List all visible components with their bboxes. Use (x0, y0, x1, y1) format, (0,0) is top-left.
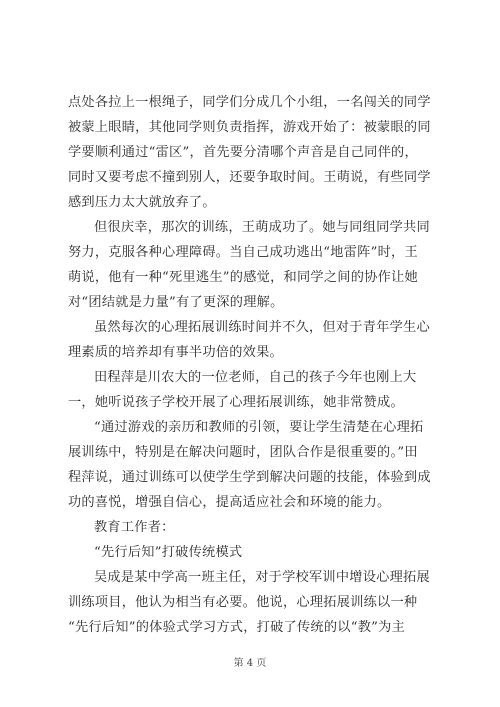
page-number: 第 4 页 (233, 658, 267, 669)
text-line: 点处各拉上一根绳子，同学们分成几个小组，一名闯关的同学 (68, 95, 431, 110)
text-line: 学要顺利通过“雷区”，首先要分清哪个声音是自己同伴的， (68, 145, 418, 160)
text-line: 训练项目，他认为相当有必要。他说，心理拓展训练以一种 (68, 595, 418, 610)
text-line: 展训练中，特别是在解决问题时，团队合作是很重要的。”田 (68, 445, 418, 460)
text-line: 田程萍是川农大的一位老师，自己的孩子今年也刚上大 (94, 370, 417, 385)
text-line: “先行后知”的体验式学习方式，打破了传统的以“教”为主 (68, 620, 406, 635)
text-line: 但很庆幸，那次的训练，王萌成功了。她与同组同学共同 (94, 220, 430, 235)
text-line: 一，她听说孩子学校开展了心理拓展训练，她非常赞成。 (68, 395, 404, 410)
text-line: 程萍说，通过训练可以使学生学到解决问题的技能，体验到成 (68, 470, 431, 485)
text-line: 虽然每次的心理拓展训练时间并不久，但对于青年学生心 (94, 320, 430, 335)
text-line: “通过游戏的亲历和教师的引领，要让学生清楚在心理拓 (94, 420, 424, 435)
text-line: 感到压力太大就放弃了。 (68, 195, 216, 210)
text-line: 同时又要考虑不撞到别人，还要争取时间。王萌说，有些同学 (68, 170, 431, 185)
text-line: 理素质的培养却有事半功倍的效果。 (68, 345, 283, 360)
text-line: 对“团结就是力量”有了更深的理解。 (68, 295, 284, 310)
text-line: 被蒙上眼睛，其他同学则负责指挥，游戏开始了：被蒙眼的同 (68, 120, 431, 135)
body-text (68, 90, 434, 640)
text-line: 功的喜悦，增强自信心，提高适应社会和环境的能力。 (68, 495, 391, 510)
section-subheading: “先行后知”打破传统模式 (94, 545, 243, 560)
section-heading: 教育工作者： (94, 520, 175, 535)
text-line: 努力，克服各种心理障碍。当自己成功逃出“地雷阵”时，王 (68, 245, 418, 260)
text-line: 吴成是某中学高一班主任，对于学校军训中增设心理拓展 (94, 570, 430, 585)
text-line: 萌说，他有一种“死里逃生”的感觉，和同学之间的协作让她 (68, 270, 418, 285)
